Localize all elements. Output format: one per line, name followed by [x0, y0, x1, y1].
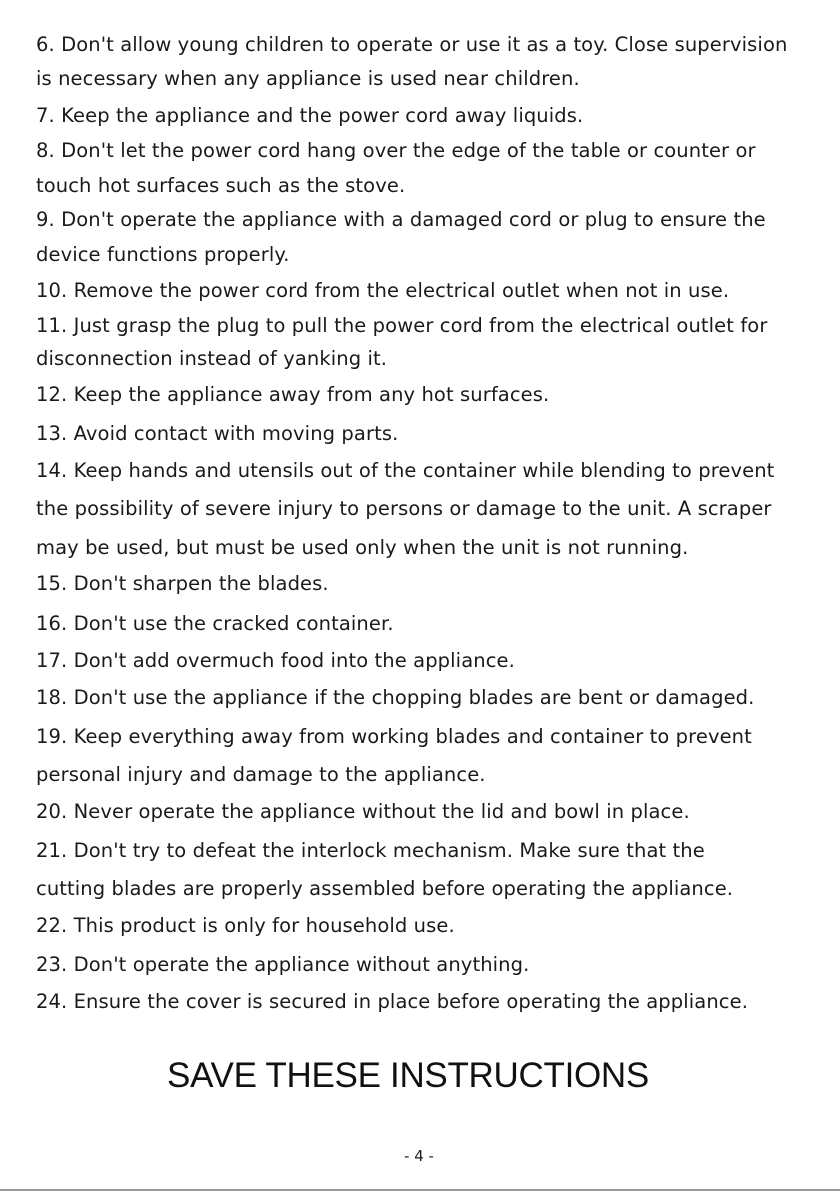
instruction-line: 6. Don't allow young children to operate or use it as a toy. Close supervision: [36, 33, 788, 56]
instruction-line: touch hot surfaces such as the stove.: [36, 174, 406, 197]
instruction-line: is necessary when any appliance is used near children.: [36, 67, 580, 90]
instruction-line: 8. Don't let the power cord hang over the edge of the table or counter or: [36, 139, 756, 162]
instruction-line: 23. Don't operate the appliance without anything.: [36, 953, 530, 976]
instruction-line: 10. Remove the power cord from the electrical outlet when not in use.: [36, 279, 730, 302]
instruction-line: cutting blades are properly assembled before operating the appliance.: [36, 877, 734, 900]
instruction-line: 21. Don't try to defeat the interlock mechanism. Make sure that the: [36, 839, 705, 862]
instruction-line: 7. Keep the appliance and the power cord away liquids.: [36, 104, 584, 127]
instruction-line: 14. Keep hands and utensils out of the container while blending to prevent: [36, 459, 775, 482]
instruction-line: the possibility of severe injury to persons or damage to the unit. A scraper: [36, 497, 772, 520]
instruction-line: 24. Ensure the cover is secured in place before operating the appliance.: [36, 990, 748, 1013]
page-number: - 4 -: [404, 1147, 434, 1165]
instruction-line: device functions properly.: [36, 243, 290, 266]
instruction-line: 15. Don't sharpen the blades.: [36, 572, 329, 595]
instruction-line: disconnection instead of yanking it.: [36, 347, 388, 370]
instruction-line: 16. Don't use the cracked container.: [36, 612, 394, 635]
instruction-line: 9. Don't operate the appliance with a damaged cord or plug to ensure the: [36, 208, 766, 231]
save-instructions-heading: SAVE THESE INSTRUCTIONS: [167, 1056, 649, 1095]
instruction-line: 13. Avoid contact with moving parts.: [36, 422, 399, 445]
instruction-line: may be used, but must be used only when the unit is not running.: [36, 536, 689, 559]
instruction-line: 19. Keep everything away from working blades and container to prevent: [36, 725, 752, 748]
instruction-line: 20. Never operate the appliance without the lid and bowl in place.: [36, 800, 690, 823]
instruction-line: 11. Just grasp the plug to pull the power cord from the electrical outlet for: [36, 314, 768, 337]
instruction-line: 12. Keep the appliance away from any hot surfaces.: [36, 383, 550, 406]
instruction-line: 18. Don't use the appliance if the chopping blades are bent or damaged.: [36, 686, 755, 709]
bottom-divider: [0, 1189, 840, 1191]
instruction-line: 17. Don't add overmuch food into the appliance.: [36, 649, 515, 672]
instruction-line: personal injury and damage to the appliance.: [36, 763, 486, 786]
instruction-line: 22. This product is only for household use.: [36, 914, 455, 937]
